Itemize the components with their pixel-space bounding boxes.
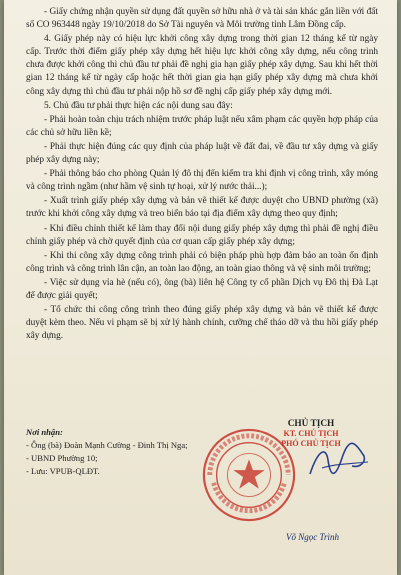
signature-role: PHÓ CHỦ TỊCH (281, 439, 341, 448)
duty-notify: - Phải thông báo cho phòng Quản lý đô thị đến kiểm tra khi định vị công trình, xây móng và công trình ngầm (như hầm vệ sinh tự hoại, xử lý nước thải...); (26, 169, 378, 193)
duty-compliance: - Phải thực hiện đúng các quy định của pháp luật về đất đai, về đầu tư xây dựng và giấy phép xây dựng này; (26, 141, 378, 166)
duty-execution: - Tổ chức thi công công trình theo đúng giấy phép xây dựng và bản vẽ thiết kế được duyệt kèm theo. Nếu vi phạm sẽ bị xử lý hành chính, cưỡng chế tháo dỡ và thu hồi giấy phép xây dựng. (26, 305, 378, 342)
duty-safety: - Khi thi công xây dựng công trình phải có biện pháp phù hợp đảm bảo an toàn ổn định công trình và công trình lân cận, an toàn lao động, an toàn giao thông và vệ sinh môi trường; (26, 250, 378, 274)
duty-liability: - Phải hoàn toàn chịu trách nhiệm trước pháp luật nếu xâm phạm các quyền hợp pháp của các chủ sở hữu liền kề; (26, 114, 378, 138)
document-page (4, 0, 397, 575)
paragraph-certificate: - Giấy chứng nhận quyền sử dụng đất quyền sở hữu nhà ở và tài sản khác gắn liền với đất số CO 963448 ngày 19/10/2018 do Sở Tài nguyên và Môi trường tỉnh Lâm Đồng cấp. (26, 7, 378, 31)
signer-name: Võ Ngọc Trình (286, 532, 340, 542)
recipient-item: - UBND Phường 10; (26, 453, 98, 463)
duty-sidewalk: - Việc sử dụng vỉa hè (nếu có), ông (bà) liên hệ Công ty cổ phần Dịch vụ Đô thị Đà Lạt để được giải quyết; (26, 277, 378, 301)
recipient-item: - Ông (bà) Đoàn Mạnh Cường - Đinh Thị Nga; (26, 440, 188, 450)
document-body (26, 6, 378, 344)
paragraph-item-5: 5. Chủ đầu tư phải thực hiện các nội dung sau đây: (44, 100, 233, 111)
paragraph-item-4: 4. Giấy phép này có hiệu lực khởi công xây dựng trong thời gian 12 tháng kể từ ngày cấp. Trước thời điểm giấy phép xây dựng hết hiệu lực khởi công xây dựng, nếu công trình chưa được khởi công thì chủ đầu tư phải đề nghị gia hạn giấy phép xây dựng. Sau khi hết thời gian 12 tháng kể từ ngày cấp hoặc hết thời gian gia hạn giấy phép xây dựng mà chưa khởi công xây dựng thì chủ đầu tư phải nộp hồ sơ đề nghị cấp giấy phép xây dựng mới. (26, 34, 378, 97)
signature-title: CHỦ TỊCH (287, 419, 335, 429)
duty-present-permit: - Xuất trình giấy phép xây dựng và bản vẽ thiết kế được duyệt cho UBND phường (xã) trước khi khởi công xây dựng và treo biển báo tại địa điểm xây dựng theo quy định; (26, 196, 378, 220)
handwritten-signature-icon (304, 438, 374, 488)
duty-adjust-design: - Khi điều chỉnh thiết kế làm thay đổi nội dung giấy phép xây dựng thì phải đề nghị điều chỉnh giấy phép và chờ quyết định của cơ quan cấp giấy phép xây dựng; (26, 223, 378, 247)
recipients-block (26, 426, 216, 478)
signature-kt-line: KT. CHỦ TỊCH (283, 429, 339, 438)
recipient-item: - Lưu: VPUB-QLĐT. (26, 466, 100, 476)
recipients-title: Nơi nhận: (26, 427, 63, 437)
